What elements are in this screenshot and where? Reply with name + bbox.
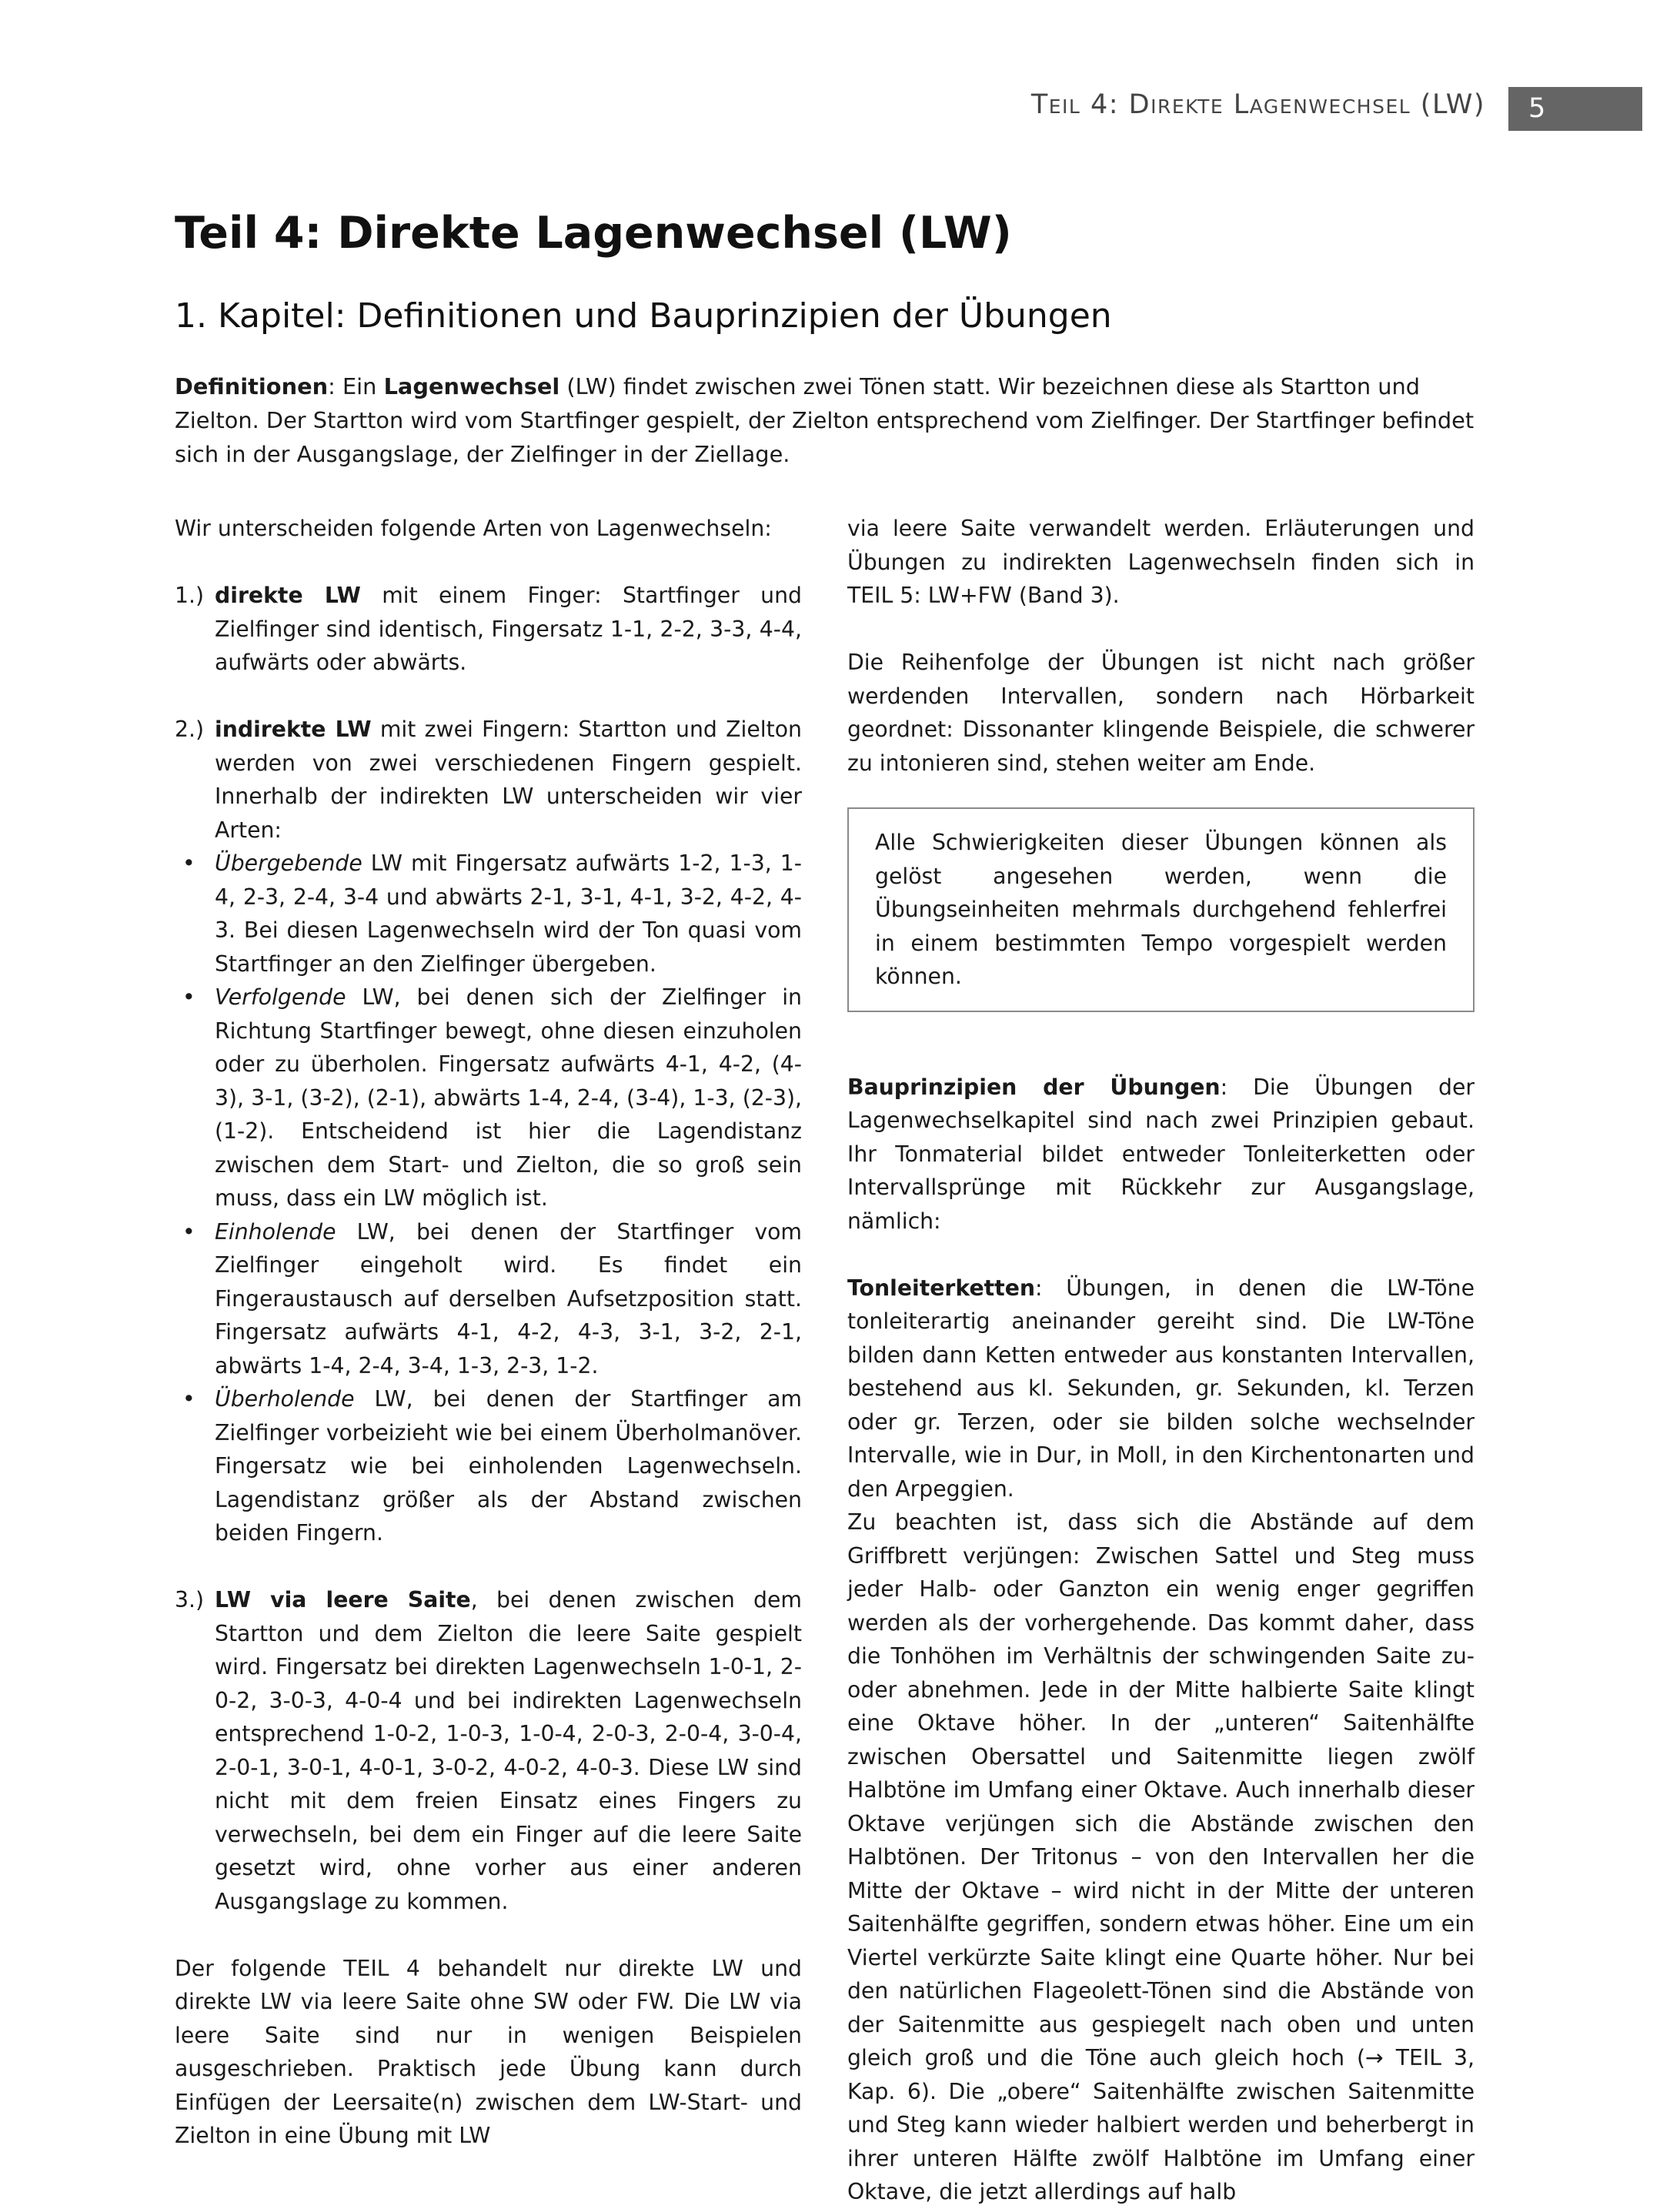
- list-number: 1.): [175, 583, 205, 608]
- list-number: 3.): [175, 1587, 205, 1612]
- bauprinzipien-paragraph: Bauprinzipien der Übungen: Die Übungen der Lagenwechselkapitel sind nach zwei Prinzipien gebaut. Ihr Tonmaterial bildet entweder Tonleiterketten oder Intervallsprünge mit Rückkehr zur Ausgangslage, nämlich:: [847, 1074, 1475, 1234]
- left-column: [175, 512, 802, 2153]
- list-item: • Übergebende LW mit Fingersatz aufwärts 1-2, 1-3, 1-4, 2-3, 2-4, 3-4 und abwärts 2-1, 3-1, 4-1, 3-2, 4-2, 4-3. Bei diesen Lagenwechseln wird der Ton quasi vom Startfinger an den Zielfinger übergeben.: [175, 847, 802, 981]
- bullet-icon: •: [182, 851, 195, 876]
- list-number: 2.): [175, 717, 205, 742]
- bullet-icon: •: [182, 1218, 195, 1245]
- chapter-title: 1. Kapitel: Definitionen und Bauprinzipien der Übungen: [175, 296, 1112, 336]
- order-paragraph: Die Reihenfolge der Übungen ist nicht nach größer werdenden Intervallen, sondern nach Hörbarkeit geordnet: Dissonanter klingende Beispiele, die schwerer zu intonieren sind, stehen weiter am Ende.: [847, 650, 1475, 776]
- definitions-term: Definitionen: [175, 373, 329, 399]
- list-item: • Verfolgende LW, bei denen sich der Zielfinger in Richtung Startfinger bewegt, ohne diesen einzuholen oder zu überholen. Fingersatz aufwärts 4-1, 4-2, (4-3), 3-1, (3-2), (2-1), abwärts 1-4, 2-4, (3-4), 1-3, (2-3), (1-2). Entscheidend ist hier die Lagendistanz zwischen dem Start- und Zielton, die so groß sein muss, dass ein LW möglich ist.: [175, 981, 802, 1215]
- indirect-types-list: [175, 847, 802, 1550]
- closing-paragraph: Der folgende TEIL 4 behandelt nur direkte LW und direkte LW via leere Saite ohne SW oder FW. Die LW via leere Saite sind nur in wenigen Beispielen ausgeschrieben. Praktisch jede Übung kann durch Einfügen der Leersaite(n) zwischen dem LW-Start- und Zielton in eine Übung mit LW: [175, 1955, 802, 2148]
- right-column: [847, 512, 1475, 2209]
- list-item-open-string: 3.) LW via leere Saite, bei denen zwischen dem Startton und dem Zielton die leere Saite gespielt wird. Fingersatz bei direkten Lagenwechseln 1-0-1, 2-0-2, 3-0-3, 4-0-4 und bei indirekten Lagenwechseln entsprechend 1-0-2, 1-0-3, 1-0-4, 2-0-3, 2-0-4, 3-0-4, 2-0-1, 3-0-1, 4-0-1, 3-0-2, 4-0-2, 4-0-3. Diese LW sind nicht mit dem freien Einsatz eines Fingers zu verwechseln, bei dem ein Finger auf die leere Saite gesetzt wird, ohne vorher aus einer anderen Ausgangslage zu kommen.: [175, 1583, 802, 1918]
- tonleiterketten-paragraph: Tonleiterketten: Übungen, in denen die LW-Töne tonleiterartig aneinander gereiht sind. Die LW-Töne bilden dann Ketten entweder aus konstanten Intervallen, bestehend aus kl. Sekunden, gr. Sekunden, kl. Terzen oder gr. Terzen, oder sie bilden solche wechselnder Intervalle, wie in Dur, in Moll, in den Kirchentonarten und den Arpeggien.: [847, 1275, 1475, 1502]
- notice-box: [847, 807, 1475, 1012]
- bullet-icon: •: [182, 984, 195, 1010]
- list-item: • Überholende LW, bei denen der Startfinger am Zielfinger vorbeizieht wie bei einem Überholmanöver. Fingersatz wie bei einholenden Lagenwechseln. Lagendistanz größer als der Abstand zwischen beiden Fingern.: [175, 1382, 802, 1550]
- list-item: • Einholende LW, bei denen der Startfinger vom Zielfinger eingeholt wird. Es findet ein Fingeraustausch auf derselben Aufsetzposition statt. Fingersatz aufwärts 4-1, 4-2, 4-3, 3-1, 3-2, 2-1, abwärts 1-4, 2-4, 3-4, 1-3, 2-3, 1-2.: [175, 1215, 802, 1383]
- notice-text: Alle Schwierigkeiten dieser Übungen können als gelöst angesehen werden, wenn die Übungseinheiten mehrmals durchgehend fehlerfrei in einem bestimmten Tempo vorgespielt werden können.: [875, 830, 1447, 989]
- running-header-title: Teil 4: Direkte Lagenwechsel (LW): [1030, 89, 1485, 120]
- page-number: 5: [1508, 87, 1642, 131]
- list-item-direct: 1.) direkte LW mit einem Finger: Startfinger und Zielfinger sind identisch, Fingersatz 1-1, 2-2, 3-3, 4-4, aufwärts oder abwärts.: [175, 579, 802, 680]
- lagenwechsel-term: Lagenwechsel: [383, 373, 560, 399]
- griffbrett-paragraph: Zu beachten ist, dass sich die Abstände auf dem Griffbrett verjüngen: Zwischen Sattel und Steg muss jeder Halb- oder Ganzton ein wenig enger gegriffen werden als der vorhergehende. Das kommt daher, dass die Tonhöhen im Verhältnis der schwingenden Saite zu- oder abnehmen. Jede in der Mitte halbierte Saite klingt eine Oktave höher. In der „unteren“ Saitenhälfte zwischen Obersattel und Saitenmitte liegen zwölf Halbtöne im Umfang einer Oktave. Auch innerhalb dieser Oktave verjüngen sich die Abstände zwischen den Halbtönen. Der Tritonus – von den Intervallen her die Mitte der Oktave – wird nicht in der Mitte der unteren Saitenhälfte gegriffen, sondern etwas höher. Eine um ein Viertel verkürzte Saite klingt eine Quarte höher. Nur bei den natürlichen Flageolett-Tönen sind die Abstände von der Saitenmitte aus gespiegelt nach oben und unten gleich groß und die Töne auch gleich hoch (→ TEIL 3, Kap. 6). Die „obere“ Saitenhälfte zwischen Saitenmitte und Steg kann wieder halbiert werden und beherbergt in ihrer unteren Hälfte zwölf Halbtöne im Umfang einer Oktave, die jetzt allerdings auf halb: [847, 1509, 1475, 2204]
- page-title: Teil 4: Direkte Lagenwechsel (LW): [175, 208, 1012, 259]
- types-lead: Wir unterscheiden folgende Arten von Lagenwechseln:: [175, 516, 772, 541]
- definitions-paragraph: Definitionen: Ein Lagenwechsel (LW) findet zwischen zwei Tönen statt. Wir bezeichnen diese als Startton und Zielton. Der Startton wird vom Startfinger gespielt, der Zielton entsprechend vom Zielfinger. Der Startfinger befindet sich in der Ausgangslage, der Zielfinger in der Ziellage.: [175, 373, 1475, 467]
- bullet-icon: •: [182, 1386, 195, 1412]
- list-item-indirect: 2.) indirekte LW mit zwei Fingern: Startton und Zielton werden von zwei verschiedenen Fingern gespielt. Innerhalb der indirekten LW unterscheiden wir vier Arten: • Übergebende LW mit Fingersatz aufwärts 1-2, 1-3, 1-4, 2-3, 2-4, 3-4 und abwärts 2-1, 3-1, 4-1, 3-2, 4-2, 4-3. Bei diesen Lagenwechseln wird der Ton quasi vom Startfinger an den Zielfinger übergeben. • Verfolgende LW, bei denen sich der Zielfinger in Richtung Startfinger bewegt, ohne diesen einzuholen oder zu überholen. Fingersatz aufwärts 4-1, 4-2, (4-3), 3-1, (3-2), (2-1), abwärts 1-4, 2-4, (3-4), 1-3, (2-3), (1-2). Entscheidend ist hier die Lagendistanz zwischen dem Start- und Zielton, die so groß sein muss, dass ein LW möglich ist. • Einholende LW, bei denen der Startfinger vom Zielfinger eingeholt wird. Es findet ein Fingeraustausch auf derselben Aufsetzposition statt. Fingersatz aufwärts 4-1, 4-2, 4-3, 3-1, 3-2, 2-1, abwärts 1-4, 2-4, 3-4, 1-3, 2-3, 1-2. • Überholende LW, bei denen der Startfinger am Zielfinger vorbeizieht wie bei einem Überholmanöver. Fingersatz wie bei einholenden Lagenwechseln. Lagendistanz größer als der Abstand zwischen beiden Fingern.: [175, 713, 802, 1550]
- continued-paragraph: via leere Saite verwandelt werden. Erläuterungen und Übungen zu indirekten Lagenwechseln finden sich in TEIL 5: LW+FW (Band 3).: [847, 516, 1475, 608]
